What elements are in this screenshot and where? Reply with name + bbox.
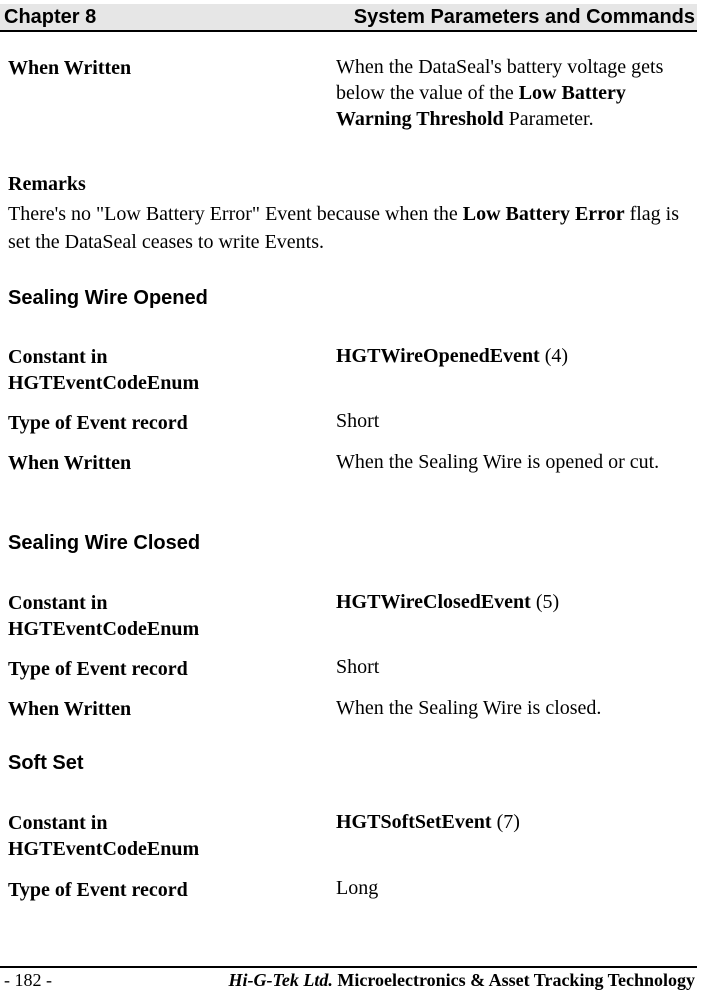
constant-label: Constant in HGTEventCodeEnum [8,812,200,860]
page-header [0,4,697,32]
event-constant-name: HGTWireClosedEvent [336,591,531,613]
constant-value [336,589,686,615]
low-battery-error-flag: Low Battery Error [462,203,625,225]
section-heading-sealing-wire-opened: Sealing Wire Opened [8,287,208,309]
when-written-label: When Written [8,57,132,79]
when-written-value: When the Sealing Wire is closed. [336,697,602,719]
company-name: Hi-G-Tek Ltd. [228,970,333,990]
type-label: Type of Event record [8,412,188,434]
page-number: - 182 - [4,970,52,990]
footer-company-line [229,970,695,991]
when-written-value [336,54,686,132]
section-heading-soft-set: Soft Set [8,752,84,774]
type-label: Type of Event record [8,658,188,680]
remarks-heading: Remarks [8,173,86,195]
remarks-text-end: flag is set the DataSeal ceases to write Events. [8,203,680,253]
event-constant-name: HGTWireOpenedEvent [336,345,540,367]
chapter-label: Chapter 8 [4,6,97,28]
remarks-text-start: There's no "Low Battery Error" Event because when the [8,203,463,225]
company-tagline: Microelectronics & Asset Tracking Technology [332,970,695,990]
event-constant-code: (7) [491,811,520,833]
event-constant-name: HGTSoftSetEvent [336,811,492,833]
when-written-label: When Written [8,698,132,720]
event-constant-code: (5) [530,591,560,613]
when-written-label: When Written [8,452,132,474]
constant-value [336,809,686,835]
when-written-text-end: Parameter. [503,108,594,130]
constant-label: Constant in HGTEventCodeEnum [8,592,200,640]
when-written-value: When the Sealing Wire is opened or cut. [336,451,660,473]
type-value: Short [336,656,380,678]
type-value: Long [336,877,379,899]
threshold-parameter-name: Low Battery Warning Threshold [336,82,626,130]
type-value: Short [336,410,380,432]
event-constant-code: (4) [539,345,569,367]
page-footer [0,966,697,994]
remarks-text [8,200,688,256]
chapter-title: System Parameters and Commands [353,6,695,28]
constant-label: Constant in HGTEventCodeEnum [8,346,200,394]
type-label: Type of Event record [8,879,188,901]
when-written-text: When the DataSeal's battery voltage gets below the value of the [336,56,664,104]
section-heading-sealing-wire-closed: Sealing Wire Closed [8,532,201,554]
constant-value [336,343,686,369]
